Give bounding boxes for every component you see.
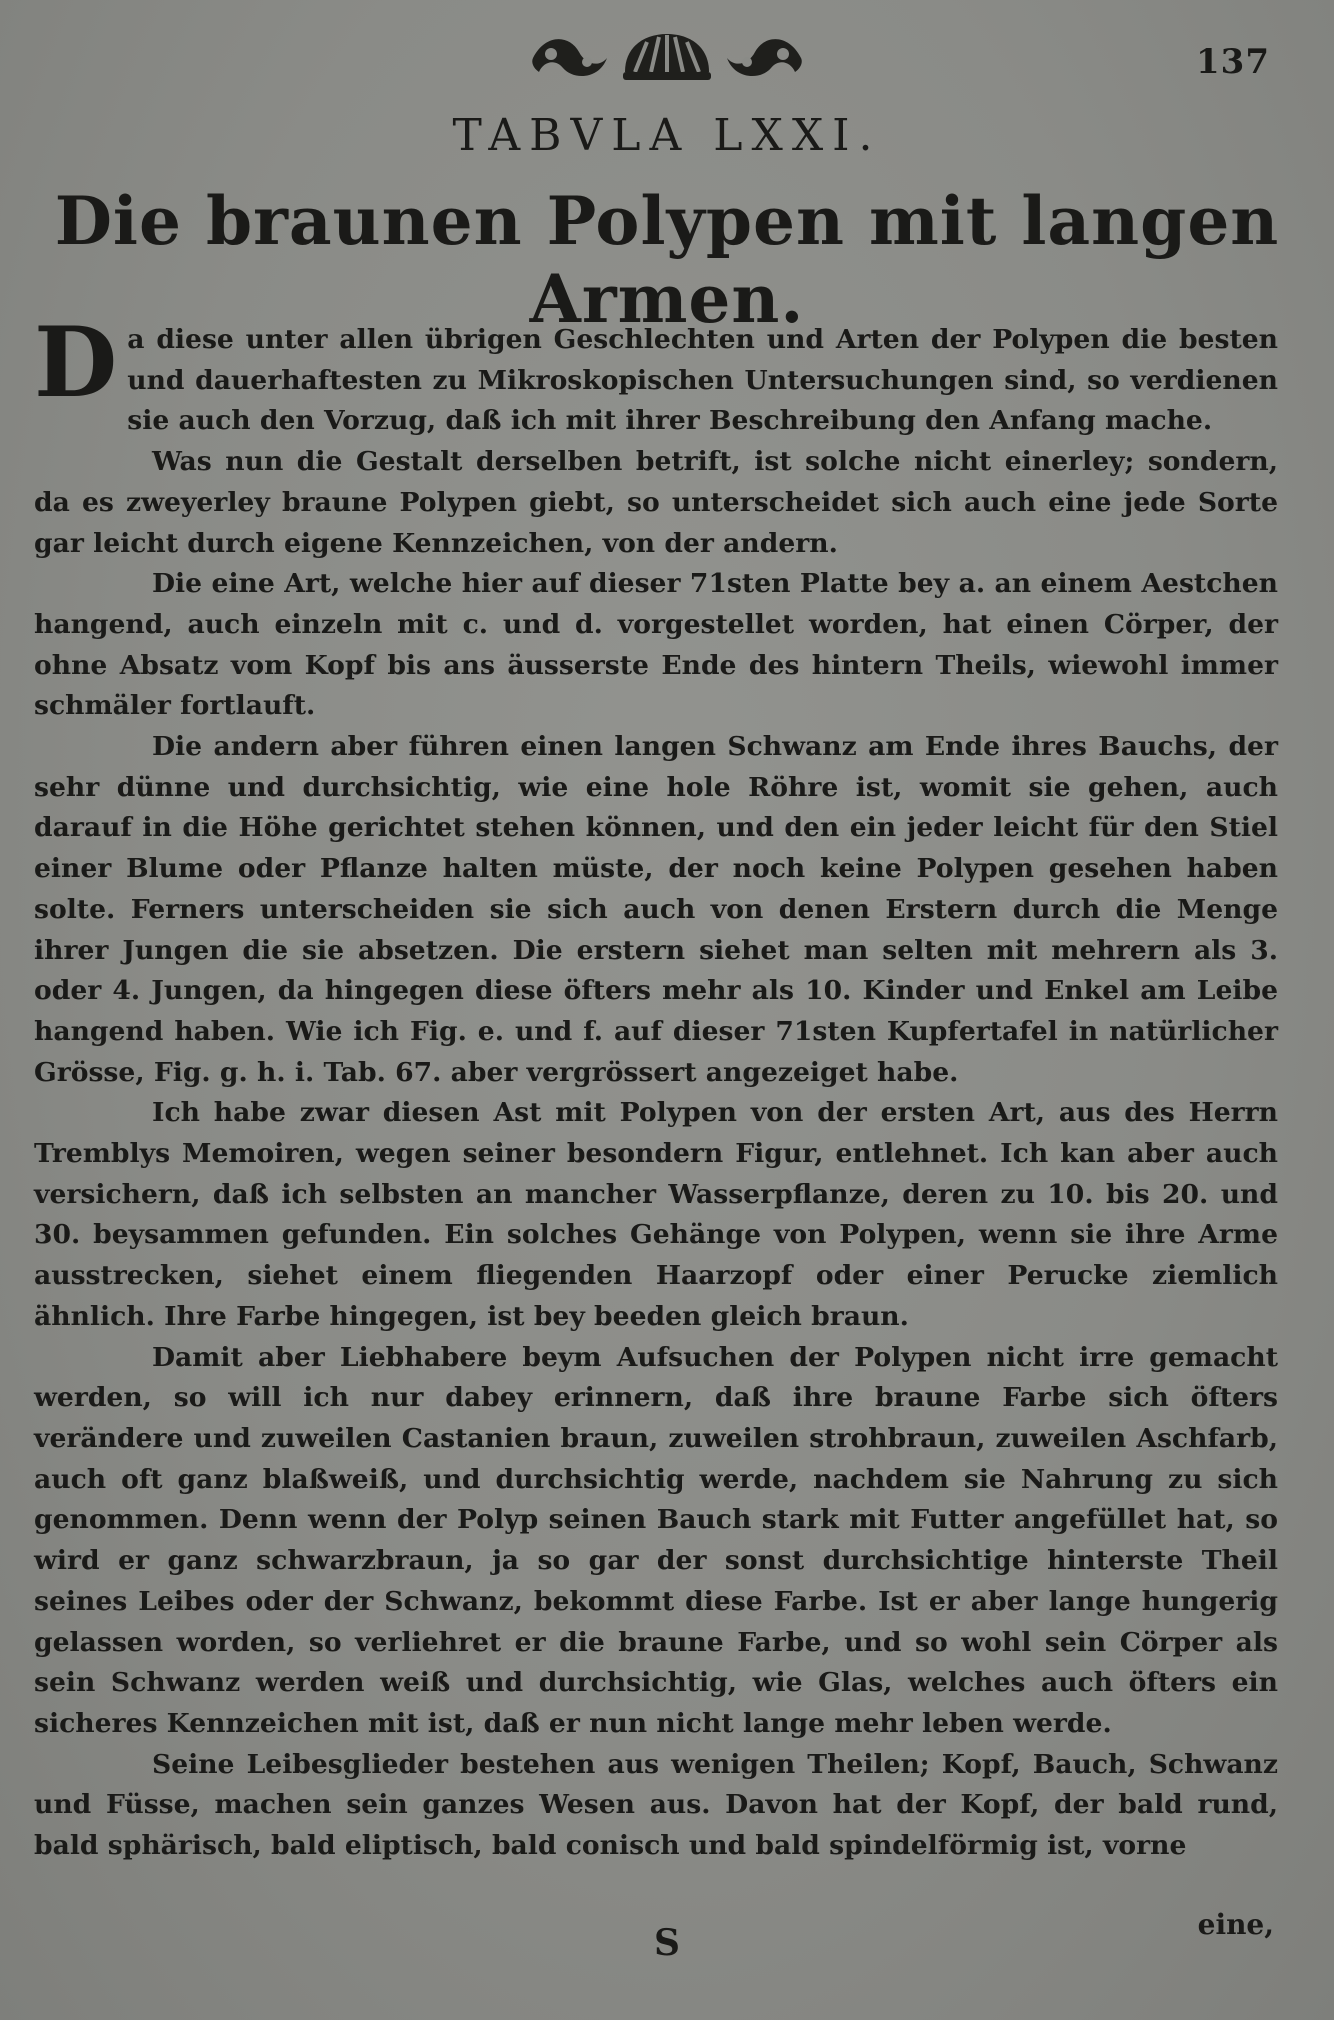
paragraph: Was nun die Gestalt derselben betrift, ist solche nicht einerley; sondern, da es zweyerley braune Polypen giebt, so unterscheidet sich auch eine jede Sorte gar leicht durch eigene Kennzeichen, von der andern. (34, 446, 1278, 559)
drop-cap: D (34, 306, 118, 419)
paragraph: Damit aber Liebhabere beym Aufsuchen der Polypen nicht irre gemacht werden, so will ich nur dabey erinnern, daß ihre braune Farbe sich öfters verändere und zuweilen Castanien braun, zuweilen strohbraun, zuweilen Aschfarb, auch oft ganz blaßweiß, und durchsichtig werde, nachdem sie Nahrung zu sich genommen. Denn wenn der Polyp seinen Bauch stark mit Futter angefüllet hat, so wird er ganz schwarzbraun, ja so gar der sonst durchsichtige hinterste Theil seines Leibes oder der Schwanz, bekommt diese Farbe. Ist er aber lange hungerig gelassen worden, so verliehret er die braune Farbe, und so wohl sein Cörper als sein Schwanz werden weiß und durchsichtig, wie Glas, welches auch öfters ein sicheres Kennzeichen mit ist, daß er nun nicht lange mehr leben werde. (34, 1341, 1278, 1739)
paragraph: Seine Leibesglieder bestehen aus wenigen Theilen; Kopf, Bauch, Schwanz und Füsse, machen sein ganzes Wesen aus. Davon hat der Kopf, der bald rund, bald sphärisch, bald eliptisch, bald conisch und bald spindelförmig ist, vorne (34, 1748, 1278, 1862)
paragraph: Da diese unter allen übrigen Geschlechten und Arten der Polypen die besten und dauerhaftesten zu Mikroskopischen Untersuchungen sind, so verdienen sie auch den Vorzug, daß ich mit ihrer Beschreibung den Anfang mache. (34, 306, 1278, 437)
chapter-title: Die braunen Polypen mit langen Armen. (54, 182, 1280, 338)
signature-mark: S (654, 1922, 680, 1964)
catchword: eine, (1197, 1908, 1274, 1941)
floral-headpiece-icon (0, 28, 1334, 94)
paragraph: Die eine Art, welche hier auf dieser 71sten Platte bey a. an einem Aestchen hangend, auch einzeln mit c. und d. vorgestellet worden, hat einen Cörper, der ohne Absatz vom Kopf bis ans äusserste Ende des hintern Theils, wiewohl immer schmäler fortlauft. (34, 568, 1278, 722)
body-text (34, 306, 1278, 1867)
plate-title: TABVLA LXXI. (452, 110, 882, 161)
paragraph: Ich habe zwar diesen Ast mit Polypen von der ersten Art, aus des Herrn Tremblys Memoiren, wegen seiner besondern Figur, entlehnet. Ich kan aber auch versichern, daß ich selbsten an mancher Wasserpflanze, deren zu 10. bis 20. und 30. beysammen gefunden. Ein solches Gehänge von Polypen, wenn sie ihre Arme ausstrecken, siehet einem fliegenden Haarzopf oder einer Perucke ziemlich ähnlich. Ihre Farbe hingegen, ist bey beeden gleich braun. (34, 1097, 1278, 1332)
page-number: 137 (1196, 42, 1270, 82)
paragraph: Die andern aber führen einen langen Schwanz am Ende ihres Bauchs, der sehr dünne und durchsichtig, wie eine hole Röhre ist, womit sie gehen, auch darauf in die Höhe gerichtet stehen können, und den ein jeder leicht für den Stiel einer Blume oder Pflanze halten müste, der noch keine Polypen gesehen haben solte. Ferners unterscheiden sie sich auch von denen Erstern durch die Menge ihrer Jungen die sie absetzen. Die erstern siehet man selten mit mehrern als 3. oder 4. Jungen, da hingegen diese öfters mehr als 10. Kinder und Enkel am Leibe hangend haben. Wie ich Fig. e. und f. auf dieser 71sten Kupfertafel in natürlicher Grösse, Fig. g. h. i. Tab. 67. aber vergrössert angezeiget habe. (34, 731, 1278, 1088)
